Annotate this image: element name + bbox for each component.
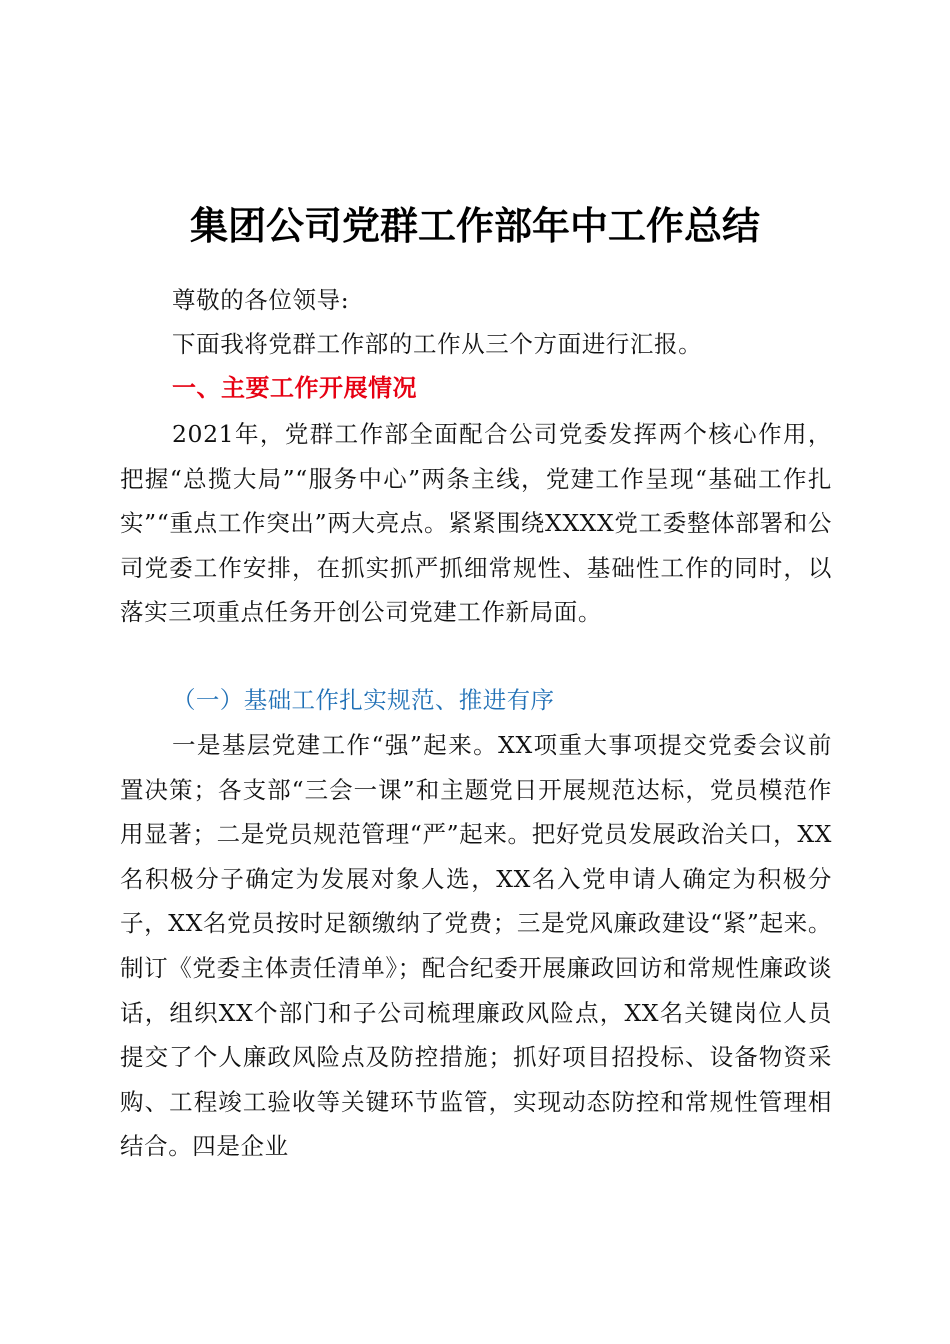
section-heading-main-work: 一、主要工作开展情况 [172, 374, 417, 402]
subsection-paragraph-basic-work: 一是基层党建工作“强”起来。XX项重大事项提交党委会议前置决策；各支部“三会一课”和主题党日开展规范达标，党员模范作用显著；二是党员规范管理“严”起来。把好党员发展政治关口，XX名积极分子确定为发展对象人选，XX名入党申请人确定为积极分子，XX名党员按时足额缴纳了党费；三是党风廉政建设“紧”起来。制订《党委主体责任清单》；配合纪委开展廉政回访和常规性廉政谈话，组织XX个部门和子公司梳理廉政风险点，XX名关键岗位人员提交了个人廉政风险点及防控措施；抓好项目招投标、设备物资采购、工程竣工验收等关键环节监管，实现动态防控和常规性管理相结合。四是企业 [120, 731, 832, 1161]
greeting-line: 尊敬的各位领导: [172, 286, 350, 314]
document-title: 集团公司党群工作部年中工作总结 [189, 203, 760, 248]
intro-line: 下面我将党群工作部的工作从三个方面进行汇报。 [172, 330, 703, 358]
subsection-heading-basic-work: （一）基础工作扎实规范、推进有序 [172, 686, 555, 714]
section-paragraph-main-work: 2021年，党群工作部全面配合公司党委发挥两个核心作用，把握“总揽大局”“服务中心”两条主线，党建工作呈现“基础工作扎实”“重点工作突出”两大亮点。紧紧围绕XXXX党工委整体部署和公司党委工作安排，在抓实抓严抓细常规性、基础性工作的同时，以落实三项重点任务开创公司党建工作新局面。 [120, 420, 832, 627]
